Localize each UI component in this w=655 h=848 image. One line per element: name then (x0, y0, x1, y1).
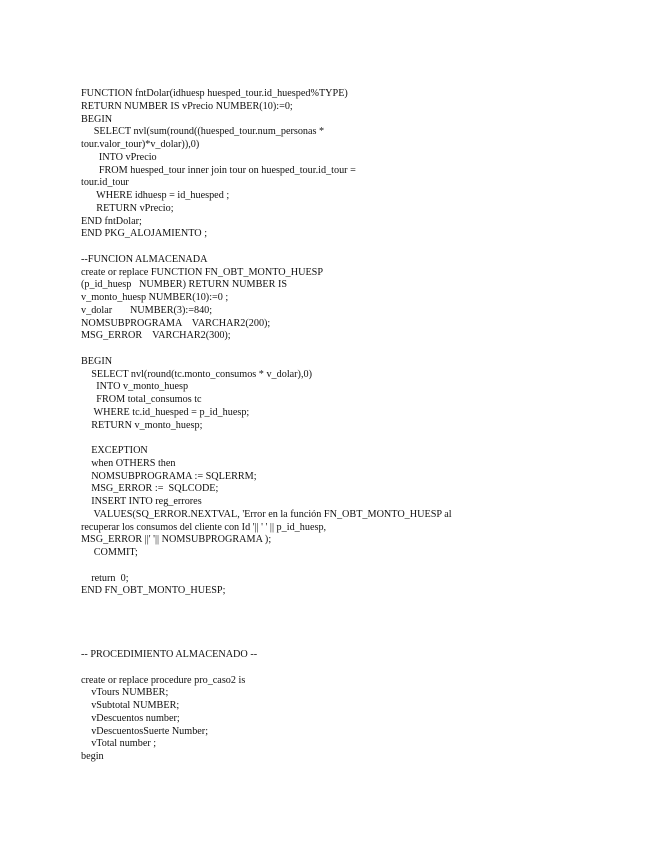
code-line: COMMIT; (81, 547, 138, 558)
code-line: END fntDolar; (81, 215, 142, 227)
code-line: SELECT nvl(round(tc.monto_consumos * v_dolar),0) (81, 368, 312, 380)
code-line: WHERE idhuesp = id_huesped ; (81, 190, 230, 201)
code-line: NOMSUBPROGRAMA VARCHAR2(200); (81, 317, 271, 329)
code-line: NOMSUBPROGRAMA := SQLERRM; (81, 470, 257, 482)
code-line: EXCEPTION (81, 445, 148, 456)
code-line: tour.valor_tour)*v_dolar)),0) (81, 139, 200, 150)
code-line: VALUES(SQ_ERROR.NEXTVAL, 'Error en la función FN_OBT_MONTO_HUESP al (81, 508, 452, 520)
code-line: SELECT nvl(sum(round((huesped_tour.num_personas * (81, 126, 325, 138)
code-line: vTours NUMBER; (81, 687, 169, 699)
blank-line (81, 241, 641, 254)
code-line: create or replace FUNCTION FN_OBT_MONTO_HUESP (81, 266, 324, 278)
code-line: RETURN NUMBER IS vPrecio NUMBER(10):=0; (81, 100, 293, 112)
code-line: (p_id_huesp NUMBER) RETURN NUMBER IS (81, 279, 288, 291)
blank-line (81, 343, 641, 356)
code-line: begin (81, 751, 104, 762)
blank-line (81, 560, 641, 573)
code-line: -- PROCEDIMIENTO ALMACENADO -- (81, 649, 258, 660)
blank-line (81, 636, 641, 649)
code-line: v_dolar NUMBER(3):=840; (81, 304, 213, 316)
code-line: vSubtotal NUMBER; (81, 700, 180, 711)
code-line: END PKG_ALOJAMIENTO ; (81, 228, 208, 240)
code-line: tour.id_tour (81, 177, 129, 189)
blank-line (81, 598, 641, 611)
code-line: v_monto_huesp NUMBER(10):=0 ; (81, 292, 229, 303)
code-line: INSERT INTO reg_errores (81, 496, 202, 507)
code-line: FUNCTION fntDolar(idhuesp huesped_tour.id_huesped%TYPE) (81, 88, 348, 99)
code-line: create or replace procedure pro_caso2 is (81, 674, 246, 686)
blank-line (81, 662, 641, 675)
code-line: vTotal number ; (81, 738, 157, 750)
code-line: RETURN v_monto_huesp; (81, 419, 203, 431)
code-line: BEGIN (81, 113, 113, 125)
code-line: WHERE tc.id_huesped = p_id_huesp; (81, 406, 250, 418)
code-line: INTO v_monto_huesp (81, 381, 189, 393)
code-line: FROM total_consumos tc (81, 394, 202, 405)
code-line: MSG_ERROR := SQLCODE; (81, 483, 219, 495)
code-line: MSG_ERROR ||' '|| NOMSUBPROGRAMA ); (81, 534, 272, 546)
blank-line (81, 432, 641, 445)
blank-line (81, 611, 641, 624)
code-line: FROM huesped_tour inner join tour on huesped_tour.id_tour = (81, 164, 356, 176)
code-line: recuperar los consumos del cliente con Id '|| ' ' || p_id_huesp, (81, 521, 327, 533)
code-line: vDescuentos number; (81, 712, 180, 724)
code-line: vDescuentosSuerte Number; (81, 725, 209, 737)
code-line: END FN_OBT_MONTO_HUESP; (81, 585, 226, 597)
code-line: --FUNCION ALMACENADA (81, 253, 208, 265)
code-line: MSG_ERROR VARCHAR2(300); (81, 330, 231, 342)
blank-line (81, 624, 641, 637)
code-line: BEGIN (81, 355, 113, 367)
code-line: INTO vPrecio (81, 151, 157, 163)
code-line: return 0; (81, 572, 129, 584)
code-block (81, 88, 641, 764)
code-line: RETURN vPrecio; (81, 202, 174, 214)
code-line: when OTHERS then (81, 457, 176, 469)
